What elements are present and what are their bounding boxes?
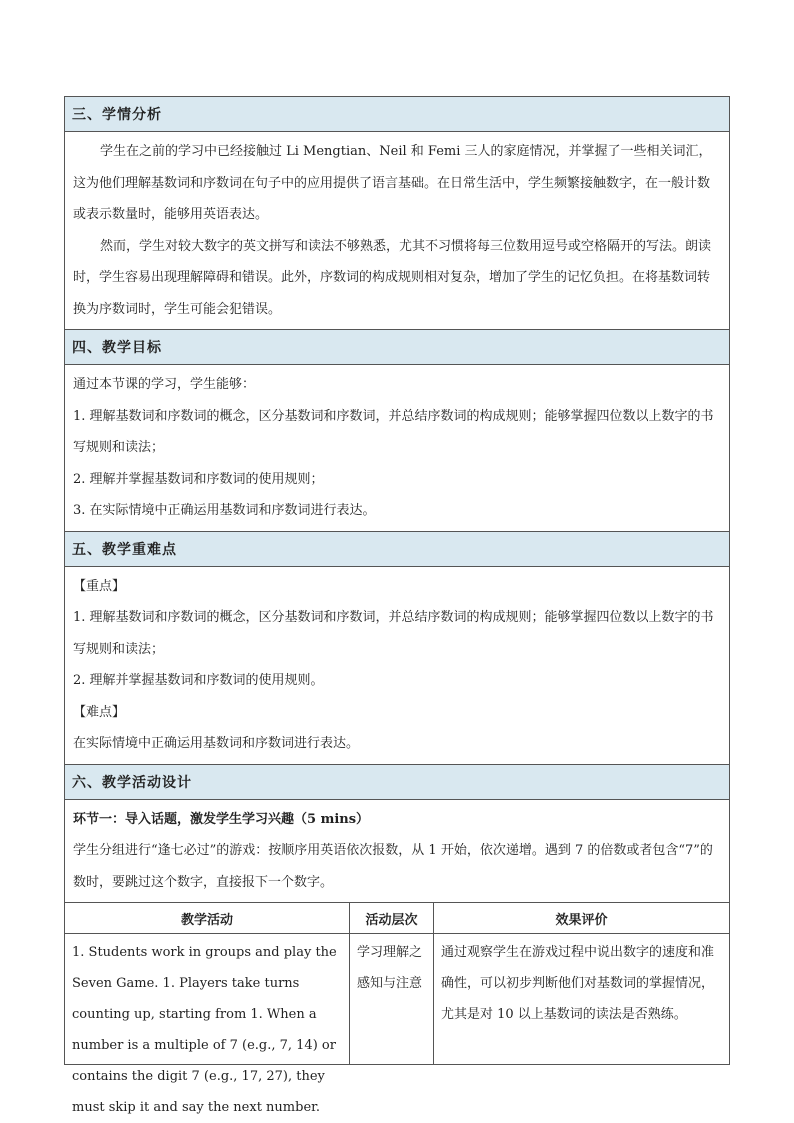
objective-item-3: 3. 在实际情境中正确运用基数词和序数词进行表达。 xyxy=(73,503,376,518)
section-heading-row xyxy=(65,531,730,566)
difficult-points-label: 【难点】 xyxy=(73,704,126,720)
objective-item-1: 1. 理解基数词和序数词的概念，区分基数词和序数词，并总结序数词的构成规则；能够掌握四位数以上数字的书写规则和读法； xyxy=(73,408,714,455)
activity-row xyxy=(65,934,730,1065)
key-points-label: 【重点】 xyxy=(73,578,126,594)
header-evaluation: 效果评价 xyxy=(434,903,730,934)
key-point-item-2: 2. 理解并掌握基数词和序数词的使用规则。 xyxy=(73,673,324,688)
objective-item-2: 2. 理解并掌握基数词和序数词的使用规则； xyxy=(73,471,324,487)
level-cell xyxy=(350,934,434,1065)
step1-title: 环节一：导入话题，激发学生学习兴趣（5 mins） xyxy=(73,811,370,827)
section4-intro: 通过本节课的学习，学生能够： xyxy=(73,377,256,392)
section5-body xyxy=(65,566,730,764)
header-level: 活动层次 xyxy=(350,903,434,934)
activity-text: 1. Students work in groups and play the Seven Game. 1. Players take turns counting up, starting from 1. When a number is a multiple of 7 (e.g., 7, 14) or contains the digit 7 (e.g., 17, 27), they must skip it and say the next number. xyxy=(72,945,337,1115)
evaluation-cell xyxy=(434,934,730,1065)
key-point-item-1: 1. 理解基数词和序数词的概念，区分基数词和序数词，并总结序数词的构成规则；能够掌握四位数以上数字的书写规则和读法； xyxy=(73,610,714,657)
section6-title: 六、教学活动设计 xyxy=(65,764,730,799)
section4-body xyxy=(65,365,730,532)
level-text: 学习理解之感知与注意 xyxy=(357,945,423,991)
activity-cell xyxy=(65,934,350,1115)
header-activity: 教学活动 xyxy=(65,903,350,934)
section6-body xyxy=(65,799,730,903)
section3-title: 三、学情分析 xyxy=(65,97,730,132)
lesson-plan-table xyxy=(64,96,730,1115)
section3-body xyxy=(65,132,730,330)
activity-table-header xyxy=(65,903,730,934)
evaluation-text: 通过观察学生在游戏过程中说出数字的速度和准确性，可以初步判断他们对基数词的掌握情况，尤其是对 10 以上基数词的读法是否熟练。 xyxy=(441,945,715,1022)
section5-title: 五、教学重难点 xyxy=(65,531,730,566)
step1-description: 学生分组进行“逢七必过”的游戏：按顺序用英语依次报数，从 1 开始，依次递增。遇到 7 的倍数或者包含“7”的数时，要跳过这个数字，直接报下一个数字。 xyxy=(73,843,713,890)
section4-title: 四、教学目标 xyxy=(65,330,730,365)
difficult-point-text: 在实际情境中正确运用基数词和序数词进行表达。 xyxy=(73,736,360,751)
section-heading-row xyxy=(65,330,730,365)
section-heading-row xyxy=(65,764,730,799)
section3-paragraph-2: 然而，学生对较大数字的英文拼写和读法不够熟悉，尤其不习惯将每三位数用逗号或空格隔开的写法。朗读时，学生容易出现理解障碍和错误。此外，序数词的构成规则相对复杂，增加了学生的记忆负担。在将基数词转换为序数词时，学生可能会犯错误。 xyxy=(73,238,712,317)
section3-paragraph-1: 学生在之前的学习中已经接触过 Li Mengtian、Neil 和 Femi 三人的家庭情况，并掌握了一些相关词汇，这为他们理解基数词和序数词在句子中的应用提供了语言基础。在日常生活中，学生频繁接触数字，在一般计数或表示数量时，能够用英语表达。 xyxy=(73,144,712,222)
section-heading-row xyxy=(65,97,730,132)
